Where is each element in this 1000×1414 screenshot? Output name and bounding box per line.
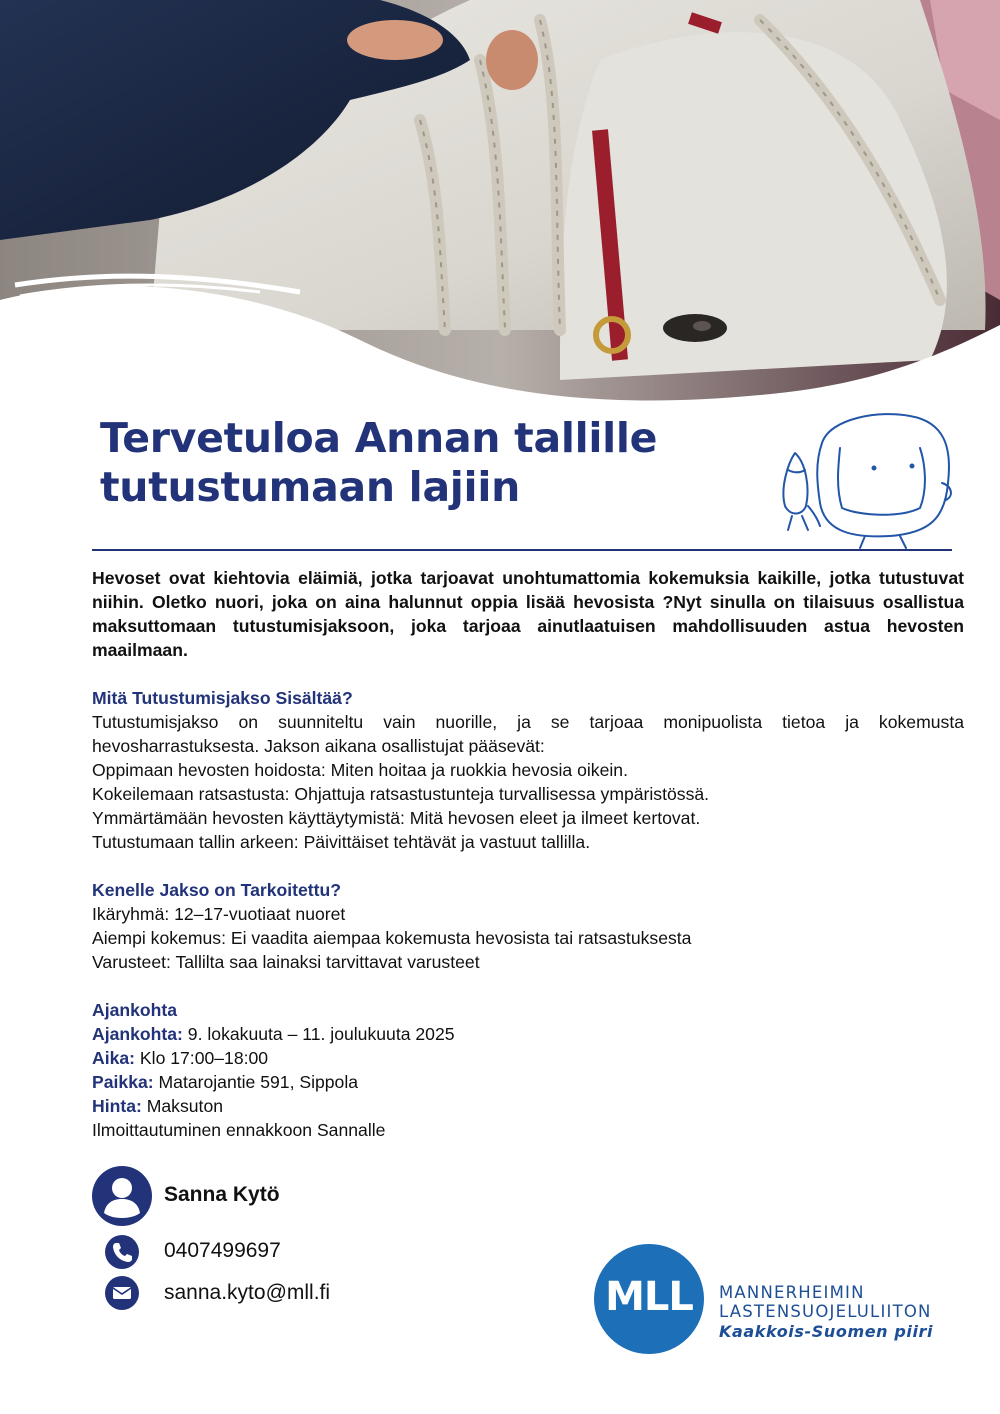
org-name-line-1: MANNERHEIMIN (719, 1283, 865, 1302)
person-icon (92, 1166, 152, 1226)
schedule-row-price (92, 1094, 964, 1118)
schedule-label: Paikka: (92, 1072, 154, 1092)
contact-name: Sanna Kytö (164, 1183, 280, 1206)
list-item: Aiempi kokemus: Ei vaadita aiempaa kokemusta hevosista tai ratsastuksesta (92, 928, 692, 948)
mail-icon (105, 1276, 139, 1310)
schedule-label: Aika: (92, 1048, 136, 1068)
contact-phone[interactable]: 0407499697 (164, 1239, 281, 1262)
list-item: Kokeilemaan ratsastusta: Ohjattuja ratsastustunteja turvallisessa ympäristössä. (92, 784, 710, 804)
section-heading-schedule: Ajankohta (92, 1000, 178, 1020)
doodle-illustration (770, 408, 965, 553)
schedule-value: 9. lokakuuta – 11. joulukuuta 2025 (182, 1024, 455, 1044)
logo-abbreviation: MLL (605, 1274, 693, 1320)
title-line-1: Tervetuloa Annan tallille (100, 414, 658, 462)
list-item: Ymmärtämään hevosten käyttäytymistä: Mitä hevosen eleet ja ilmeet kertovat. (92, 808, 701, 828)
list-item: Ikäryhmä: 12–17-vuotiaat nuoret (92, 904, 346, 924)
schedule-row-date (92, 1022, 964, 1046)
phone-icon (105, 1235, 139, 1269)
org-district: Kaakkois-Suomen piiri (719, 1322, 934, 1341)
main-content (92, 566, 964, 1142)
contact-block (92, 1166, 492, 1326)
schedule-row-time (92, 1046, 964, 1070)
page-title (100, 414, 740, 512)
schedule-value: Matarojantie 591, Sippola (153, 1072, 359, 1092)
schedule-label: Hinta: (92, 1096, 142, 1116)
schedule-value: Maksuton (141, 1096, 224, 1116)
schedule-row-place (92, 1070, 964, 1094)
intro-paragraph: Hevoset ovat kiehtovia eläimiä, jotka tarjoavat unohtumattomia kokemuksia kaikille, jotka tutustuvat niihin. Oletko nuori, joka on aina halunnut oppia lisää hevosista ?Nyt sinulla on tilaisuus osallistua maksuttomaan tutustumisjaksoon, joka tarjoaa ainutlaatuisen mahdollisuuden astua hevosten maailmaan. (92, 568, 964, 660)
title-divider (92, 549, 952, 551)
schedule-label: Ajankohta: (92, 1024, 183, 1044)
schedule-value: Klo 17:00–18:00 (135, 1048, 269, 1068)
hero-horse-photo (0, 0, 1000, 420)
org-name-line-2: LASTENSUOJELULIITON (719, 1302, 932, 1321)
section-paragraph: Tutustumisjakso on suunniteltu vain nuorille, ja se tarjoaa monipuolista tietoa ja kokemusta hevosharrastuksesta. Jakson aikana osallistujat pääsevät: (92, 712, 964, 756)
contact-email[interactable]: sanna.kyto@mll.fi (164, 1281, 331, 1304)
mll-logo (594, 1244, 704, 1354)
list-item: Varusteet: Tallilta saa lainaksi tarvittavat varusteet (92, 952, 480, 972)
list-item: Tutustumaan tallin arkeen: Päivittäiset tehtävät ja vastuut tallilla. (92, 832, 591, 852)
title-line-2: tutustumaan lajiin (100, 463, 520, 511)
list-item: Oppimaan hevosten hoidosta: Miten hoitaa ja ruokkia hevosia oikein. (92, 760, 628, 780)
section-heading-content: Mitä Tutustumisjakso Sisältää? (92, 688, 353, 708)
section-heading-audience: Kenelle Jakso on Tarkoitettu? (92, 880, 341, 900)
registration-note: Ilmoittautuminen ennakkoon Sannalle (92, 1120, 386, 1140)
